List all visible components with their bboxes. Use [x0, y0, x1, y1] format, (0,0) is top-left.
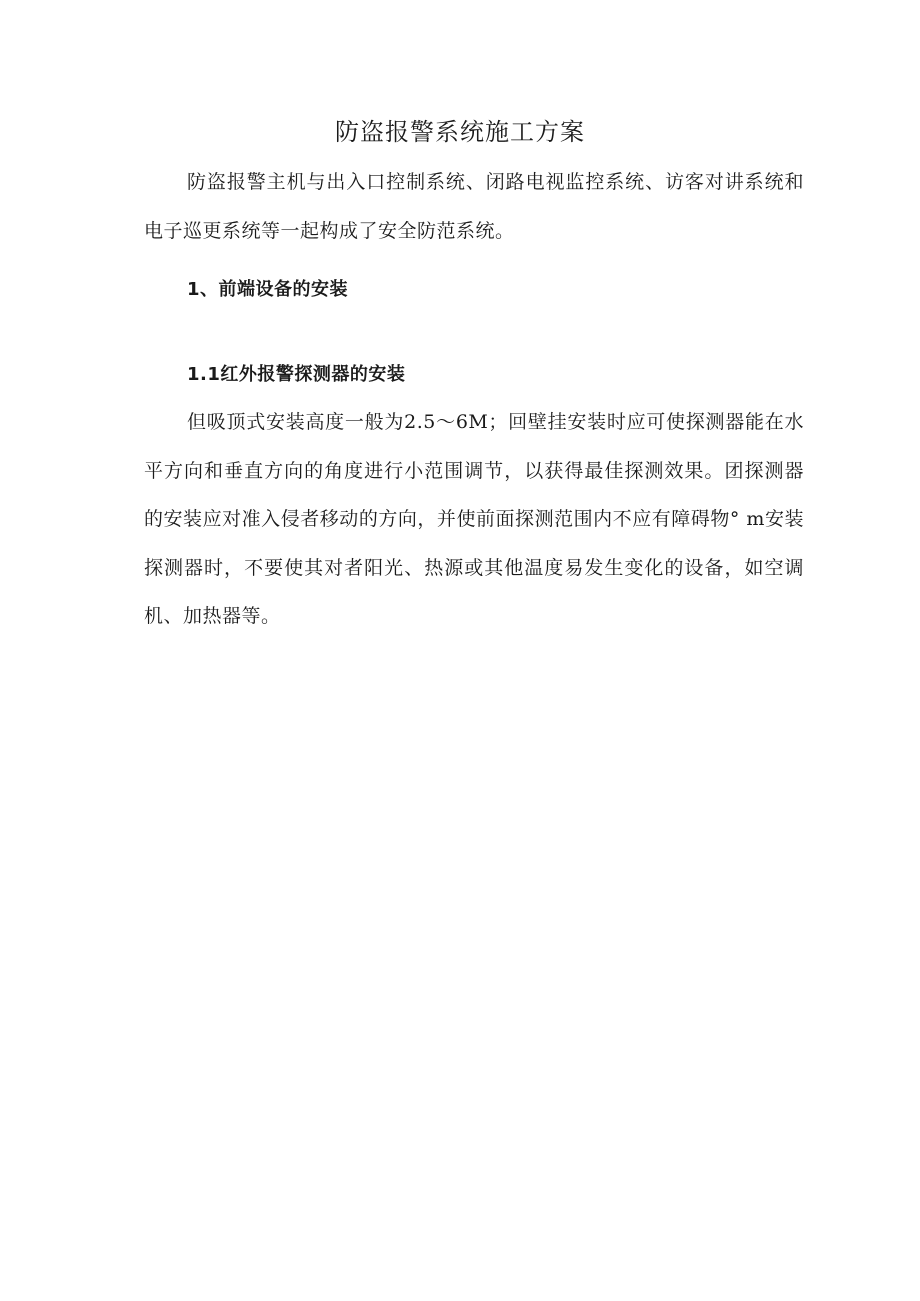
section-1-1-heading: 1.1红外报警探测器的安装 [187, 364, 406, 385]
intro-paragraph: 防盗报警主机与出入口控制系统、闭路电视监控系统、访客对讲系统和电子巡更系统等一起构成了安全防范系统。 [144, 171, 804, 242]
section-1-heading: 1、前端设备的安装 [187, 279, 349, 300]
section-1-1-body: 但吸顶式安装高度一般为2.5～6M；回壁挂安装时应可使探测器能在水平方向和垂直方向的角度进行小范围调节，以获得最佳探测效果。团探测器的安装应对准入侵者移动的方向，并使前面探测范围内不应有障碍物° m安装探测器时，不要使其对者阳光、热源或其他温度易发生变化的设备，如空调机、加热器等。 [144, 411, 804, 627]
document-title: 防盗报警系统施工方案 [335, 118, 585, 146]
